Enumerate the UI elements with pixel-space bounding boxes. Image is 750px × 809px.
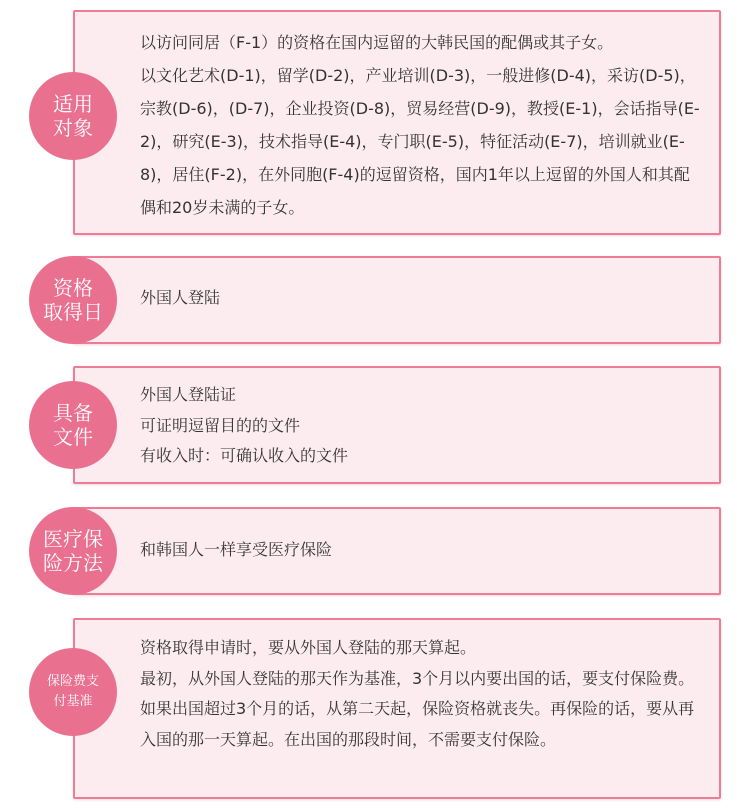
documents-line-1: 外国人登陆证 <box>140 385 237 404</box>
premium-criteria-content <box>140 633 702 755</box>
acquisition-date-badge: 资格 取得日 <box>29 256 117 344</box>
insurance-method-badge: 医疗保 险方法 <box>29 507 117 595</box>
section-documents <box>0 366 750 484</box>
documents-line-2: 可证明逗留目的的文件 <box>140 415 301 435</box>
section-acquisition-date <box>0 256 750 344</box>
acquisition-date-line-1: 外国人登陆 <box>140 288 221 307</box>
eligibility-content <box>140 26 702 224</box>
premium-criteria-line-1: 资格取得申请时，要从外国人登陆的那天算起。 <box>140 638 477 657</box>
section-eligibility <box>0 10 750 235</box>
eligibility-badge: 适用 对象 <box>29 72 117 160</box>
premium-criteria-badge: 保险费支 付基准 <box>29 648 117 736</box>
premium-criteria-line-2: 最初，从外国人登陆的那天作为基准，3个月以内要出国的话，要支付保险费。如果出国超过3个月的话，从第二天起，保险资格就丧失。再保险的话，要从再入国的那一天算起。在出国的那段时间，不需要支付保险。 <box>140 668 695 749</box>
eligibility-line-1: 以访问同居（F-1）的资格在国内逗留的大韩民国的配偶或其子女。 <box>140 33 614 52</box>
section-insurance-method <box>0 507 750 595</box>
acquisition-date-content <box>140 286 702 310</box>
section-premium-criteria <box>0 618 750 799</box>
insurance-method-line-1: 和韩国人一样享受医疗保险 <box>140 540 333 559</box>
insurance-method-content <box>140 538 702 562</box>
documents-badge: 具备 文件 <box>29 381 117 469</box>
documents-content <box>140 380 702 472</box>
eligibility-line-2: 以文化艺术(D-1)，留学(D-2)，产业培训(D-3)，一般进修(D-4)，采访(D-5)，宗教(D-6)，(D-7)，企业投资(D-8)，贸易经营(D-9)，教授(E-1)，会话指导(E-2)，研究(E-3)，技术指导(E-4)，专门职(E-5)，特征活动(E-7)，培训就业(E-8)，居住(F-2)，在外同胞(F-4)的逗留资格，国内1年以上逗留的外国人和其配偶和20岁未满的子女。 <box>140 66 700 217</box>
documents-line-3: 有收入时：可确认收入的文件 <box>140 446 349 465</box>
